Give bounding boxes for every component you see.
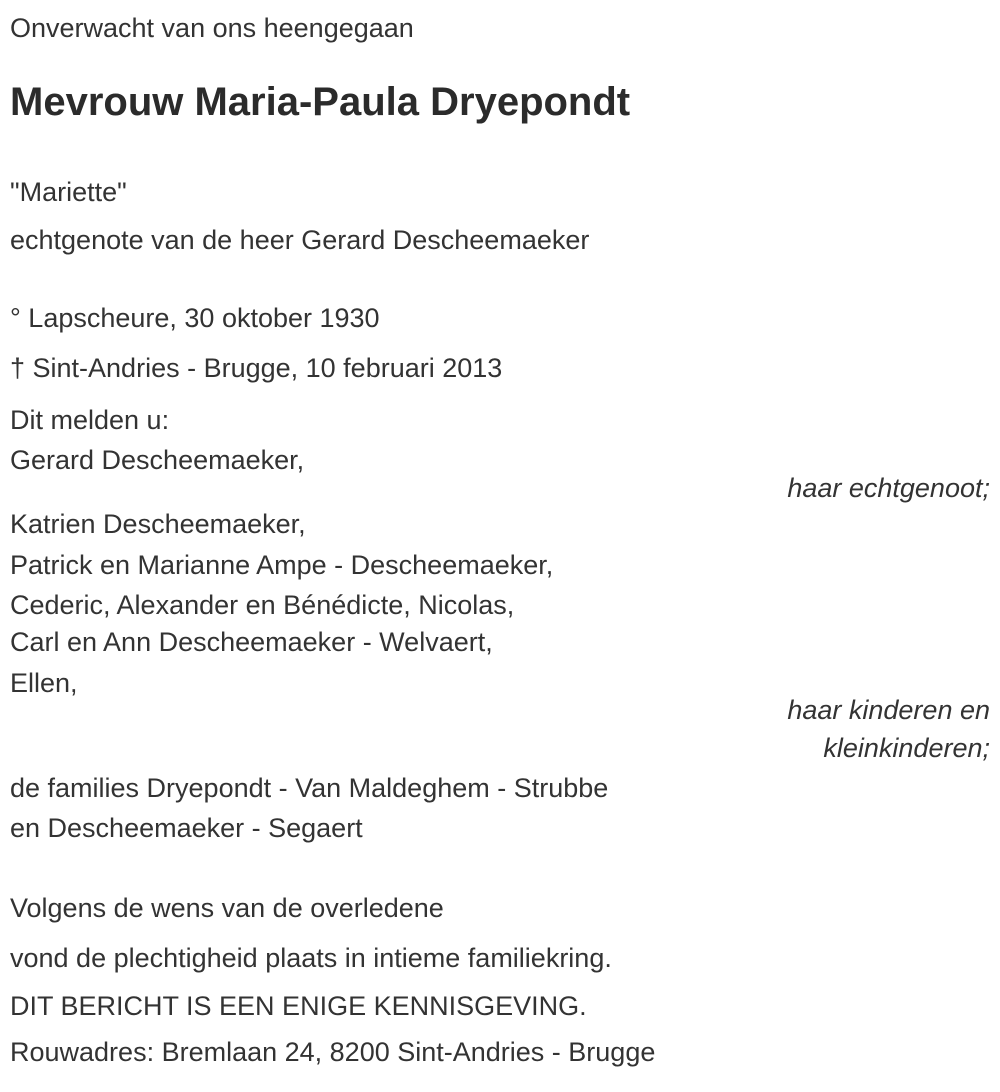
notice-line: DIT BERICHT IS EEN ENIGE KENNISGEVING. bbox=[10, 991, 587, 1021]
wish-line1: Volgens de wens van de overledene bbox=[10, 893, 444, 923]
relative-line: Katrien Descheemaeker, bbox=[10, 509, 306, 539]
spouse-line: echtgenote van de heer Gerard Descheemaeker bbox=[10, 225, 590, 255]
intro-line: Onverwacht van ons heengegaan bbox=[10, 13, 414, 43]
death-line: † Sint-Andries - Brugge, 10 februari 2013 bbox=[10, 353, 503, 383]
relative-line: Ellen, bbox=[10, 668, 78, 698]
birth-line: ° Lapscheure, 30 oktober 1930 bbox=[10, 303, 380, 333]
relative-line: Carl en Ann Descheemaeker - Welvaert, bbox=[10, 627, 493, 657]
wish-line2: vond de plechtigheid plaats in intieme familiekring. bbox=[10, 943, 612, 973]
families-line2: en Descheemaeker - Segaert bbox=[10, 813, 363, 843]
deceased-name-title: Mevrouw Maria-Paula Dryepondt bbox=[10, 80, 631, 124]
mourning-address-line: Rouwadres: Bremlaan 24, 8200 Sint-Andries - Brugge bbox=[10, 1037, 656, 1067]
children-role-label-line1: haar kinderen en bbox=[787, 695, 990, 725]
relative-line: Patrick en Marianne Ampe - Descheemaeker, bbox=[10, 550, 554, 580]
nickname-line: "Mariette" bbox=[10, 177, 127, 207]
families-line1: de families Dryepondt - Van Maldeghem - Strubbe bbox=[10, 773, 609, 803]
announce-line: Dit melden u: bbox=[10, 405, 170, 435]
husband-role-label: haar echtgenoot; bbox=[787, 473, 990, 503]
husband-name-line: Gerard Descheemaeker, bbox=[10, 445, 305, 475]
relative-line: Cederic, Alexander en Bénédicte, Nicolas, bbox=[10, 590, 515, 620]
children-role-label-line2: kleinkinderen; bbox=[823, 733, 990, 763]
